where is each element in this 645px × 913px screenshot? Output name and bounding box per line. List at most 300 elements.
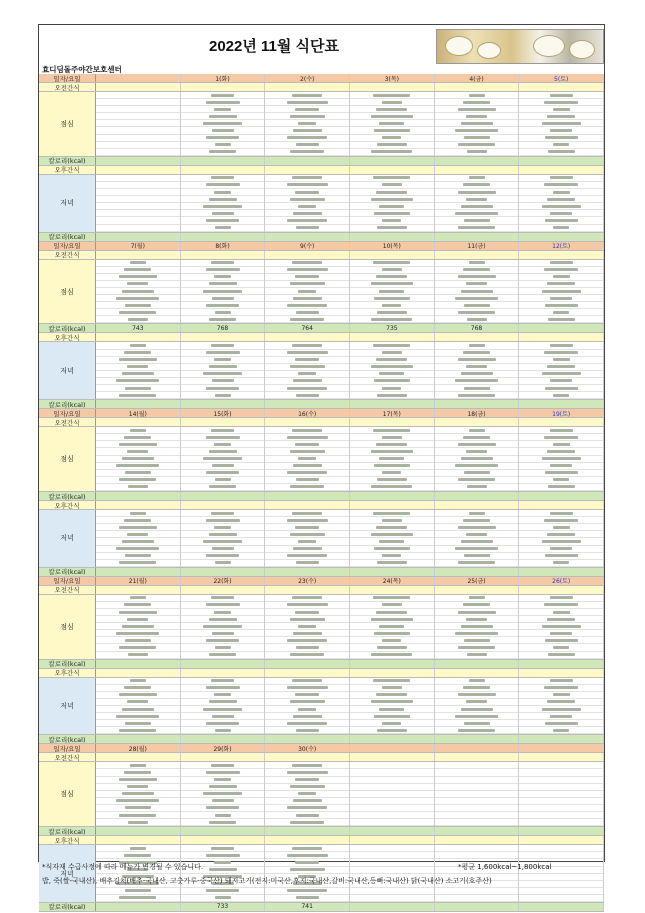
menu-line [96,350,180,357]
menu-line [265,852,349,859]
lunch-menu-cell [265,595,350,659]
menu-line [265,805,349,812]
snack-label: 오전간식 [39,83,96,91]
menu-line [350,777,434,784]
menu-line [96,203,180,210]
menu-line [519,427,603,434]
menu-line [181,602,265,609]
menu-line [96,274,180,281]
menu-line [350,609,434,616]
menu-line [265,510,349,517]
menu-line [519,798,603,805]
dinner-menu-cell [350,175,435,232]
cal-cell [350,157,435,165]
cal-cell [96,157,181,165]
cal-cell [181,157,266,165]
menu-line [519,135,603,142]
date-cell [350,744,435,752]
cal-cell [519,324,604,332]
origin-info: 밥, 죽(쌀-국내산), 배추김치(배추-국내산, 고춧가루-중국산) 돼지고기(전지:미국산,후지:국내산,갈비:국내산,등뼈:국내산) 닭(국내산) 소고기(호주산) [42,877,492,885]
menu-line [519,175,603,182]
menu-line [350,113,434,120]
menu-line [265,762,349,769]
menu-line [181,196,265,203]
menu-line [519,260,603,267]
snack-cell [435,836,520,844]
menu-line [435,720,519,727]
menu-line [519,113,603,120]
menu-line [96,456,180,463]
menu-line [519,602,603,609]
menu-line [265,92,349,99]
dinner-menu-cell [435,510,520,567]
menu-line [96,135,180,142]
cal-cell [265,492,350,500]
menu-line [519,546,603,553]
menu-line [96,106,180,113]
menu-line [181,364,265,371]
dinner-menu-cell [435,342,520,399]
menu-line [435,652,519,659]
menu-line [350,845,434,852]
menu-line [181,819,265,826]
dinner-menu-cell [265,678,350,735]
menu-line [519,560,603,567]
snack-label: 오전간식 [39,586,96,594]
cal-cell [350,400,435,408]
menu-line [181,784,265,791]
menu-line [96,342,180,349]
menu-line [181,845,265,852]
menu-line [519,644,603,651]
menu-line [519,484,603,491]
menu-line [96,378,180,385]
cal-cell [96,492,181,500]
menu-line [265,203,349,210]
menu-line [96,92,180,99]
date-cell: 12(토) [519,242,604,250]
snack-cell [96,753,181,761]
menu-line [181,727,265,734]
menu-line [181,762,265,769]
menu-line [181,217,265,224]
cal-cell [435,400,520,408]
menu-line [519,531,603,538]
menu-line [265,175,349,182]
cal-cell [96,568,181,576]
menu-line [350,888,434,895]
date-cell: 5(토) [519,74,604,82]
menu-line [96,713,180,720]
lunch-menu-cell [519,260,604,324]
cal-cell: 764 [265,324,350,332]
menu-line [519,524,603,531]
menu-line [519,510,603,517]
snack-cell [96,836,181,844]
cal-label: 칼로리(kcal) [39,903,96,911]
menu-line [96,720,180,727]
menu-line [181,609,265,616]
menu-line [350,295,434,302]
menu-line [435,623,519,630]
menu-line [519,553,603,560]
menu-line [350,316,434,323]
menu-line [350,99,434,106]
menu-line [435,392,519,399]
menu-line [435,302,519,309]
menu-line [435,524,519,531]
menu-line [519,302,603,309]
cal-label: 칼로리(kcal) [39,568,96,576]
lunch-menu-cell [265,427,350,491]
dinner-label: 저녁 [39,510,96,567]
date-cell: 15(화) [181,409,266,417]
snack-cell [265,418,350,426]
menu-line [96,609,180,616]
cal-cell [96,735,181,743]
menu-line [265,637,349,644]
menu-line [350,524,434,531]
menu-line [265,553,349,560]
menu-line [181,288,265,295]
menu-line [519,852,603,859]
menu-line [519,210,603,217]
menu-line [350,149,434,156]
menu-line [350,769,434,776]
snack-label: 오전간식 [39,753,96,761]
lunch-cells [96,260,604,324]
menu-line [435,805,519,812]
menu-line [350,805,434,812]
menu-line [350,812,434,819]
menu-line [435,769,519,776]
menu-line [350,225,434,232]
menu-line [435,553,519,560]
cal-cell [519,400,604,408]
menu-line [96,727,180,734]
menu-line [96,762,180,769]
menu-line [265,217,349,224]
menu-line [435,692,519,699]
menu-line [435,888,519,895]
menu-line [435,637,519,644]
dinner-menu-cell [96,510,181,567]
change-notice: *식자재 수급사정에 따라 메뉴가 변경될 수 있습니다. [42,863,204,871]
cal-cell [435,660,520,668]
menu-line [350,342,434,349]
menu-line [96,357,180,364]
menu-line [181,692,265,699]
lunch-label: 점심 [39,427,96,491]
menu-line [350,798,434,805]
snack-cell [435,333,520,341]
dinner-menu-cell [435,678,520,735]
menu-line [96,560,180,567]
dinner-menu-cell [181,175,266,232]
menu-line [519,470,603,477]
date-cell: 25(금) [435,577,520,585]
menu-line [350,189,434,196]
menu-line [435,92,519,99]
menu-line [435,819,519,826]
dinner-menu-cell [96,342,181,399]
menu-line [519,357,603,364]
snack-row [39,586,604,595]
menu-line [181,267,265,274]
menu-line [265,127,349,134]
menu-line [96,616,180,623]
cal-cell [265,735,350,743]
menu-line [350,553,434,560]
menu-line [181,706,265,713]
menu-line [96,484,180,491]
menu-line [96,888,180,895]
menu-line [181,630,265,637]
menu-line [350,637,434,644]
menu-line [181,371,265,378]
menu-line [96,553,180,560]
menu-line [265,142,349,149]
cal-row [39,827,604,836]
menu-line [96,217,180,224]
menu-line [350,720,434,727]
menu-line [181,678,265,685]
snack-cell [96,83,181,91]
menu-line [435,777,519,784]
menu-line [96,637,180,644]
menu-line [519,777,603,784]
menu-line [96,99,180,106]
menu-line [96,845,180,852]
dinner-block [39,678,604,736]
menu-line [265,791,349,798]
menu-line [96,692,180,699]
date-cell: 16(수) [265,409,350,417]
cal-cell [96,660,181,668]
dinner-menu-cell [96,175,181,232]
menu-line [181,713,265,720]
dinner-menu-cell [519,510,604,567]
menu-line [181,342,265,349]
menu-line [435,463,519,470]
menu-line [181,791,265,798]
menu-line [96,805,180,812]
lunch-menu-cell [350,260,435,324]
cal-cell [350,233,435,241]
menu-line [96,210,180,217]
menu-line [350,517,434,524]
lunch-menu-cell [435,260,520,324]
menu-line [519,630,603,637]
menu-line [181,769,265,776]
snack-label: 오후간식 [39,333,96,341]
lunch-menu-cell [435,427,520,491]
snack-cell [519,836,604,844]
snack-cell [181,669,266,677]
snack-cell [350,251,435,259]
menu-line [350,434,434,441]
menu-line [519,288,603,295]
menu-line [435,477,519,484]
menu-line [96,510,180,517]
menu-line [265,777,349,784]
menu-line [96,260,180,267]
menu-line [435,791,519,798]
cal-cell [519,735,604,743]
menu-line [519,517,603,524]
snack-cell [96,669,181,677]
menu-line [435,342,519,349]
snack-cell [181,418,266,426]
menu-line [96,652,180,659]
snack-cell [350,83,435,91]
date-cell: 7(월) [96,242,181,250]
date-cell: 26(토) [519,577,604,585]
menu-line [96,546,180,553]
menu-line [519,595,603,602]
cal-cell [519,827,604,835]
menu-line [519,713,603,720]
snack-cell [181,83,266,91]
menu-line [265,364,349,371]
menu-line [181,616,265,623]
menu-line [435,448,519,455]
cal-cell [519,233,604,241]
menu-line [181,274,265,281]
menu-line [96,852,180,859]
snack-cell [435,753,520,761]
cal-cell [519,903,604,911]
menu-line [96,385,180,392]
menu-line [350,727,434,734]
menu-line [350,546,434,553]
menu-line [519,392,603,399]
menu-line [435,217,519,224]
menu-line [96,120,180,127]
menu-line [350,385,434,392]
menu-line [435,135,519,142]
menu-line [350,477,434,484]
menu-line [96,371,180,378]
menu-line [519,623,603,630]
snack-cell [265,83,350,91]
dinner-cells [96,845,604,902]
menu-line [350,378,434,385]
cal-label: 칼로리(kcal) [39,492,96,500]
date-cell: 28(월) [96,744,181,752]
menu-line [350,484,434,491]
snack-cell [519,586,604,594]
menu-line [181,99,265,106]
menu-line [181,595,265,602]
snack-cell [435,251,520,259]
menu-line [519,895,603,902]
snack-cell [519,251,604,259]
cal-row [39,492,604,501]
menu-line [350,441,434,448]
menu-line [435,852,519,859]
menu-line [519,784,603,791]
menu-line [519,182,603,189]
menu-line [181,524,265,531]
menu-line [519,189,603,196]
menu-line [519,441,603,448]
cal-row [39,400,604,409]
menu-line [96,196,180,203]
dinner-cells [96,342,604,399]
menu-line [96,316,180,323]
menu-line [181,470,265,477]
menu-line [181,175,265,182]
snack-row [39,753,604,762]
menu-line [265,595,349,602]
lunch-menu-cell [181,427,266,491]
snack-cell [265,333,350,341]
cal-cell [435,157,520,165]
snack-row [39,501,604,510]
date-cell: 19(토) [519,409,604,417]
menu-line [181,777,265,784]
menu-line [435,434,519,441]
menu-line [265,182,349,189]
menu-line [350,260,434,267]
menu-line [350,127,434,134]
menu-line [96,302,180,309]
date-cell: 24(목) [350,577,435,585]
menu-line [96,531,180,538]
menu-line [181,309,265,316]
menu-line [435,127,519,134]
snack-cell [265,501,350,509]
menu-line [96,182,180,189]
dinner-menu-cell [519,845,604,902]
menu-line [435,484,519,491]
date-cell: 9(수) [265,242,350,250]
date-row [39,74,604,83]
menu-line [519,609,603,616]
snack-cell [435,418,520,426]
menu-line [435,210,519,217]
menu-line [265,477,349,484]
cal-cell [181,827,266,835]
menu-line [181,225,265,232]
menu-line [519,448,603,455]
menu-line [519,434,603,441]
menu-line [435,762,519,769]
menu-line [181,113,265,120]
menu-line [435,616,519,623]
lunch-menu-cell [435,92,520,156]
menu-line [265,274,349,281]
dinner-label: 저녁 [39,678,96,735]
snack-cell [435,83,520,91]
lunch-menu-cell [519,595,604,659]
snack-cell [519,166,604,174]
date-cell: 23(수) [265,577,350,585]
menu-line [181,434,265,441]
menu-line [435,225,519,232]
menu-line [350,357,434,364]
menu-line [350,630,434,637]
cal-cell: 743 [96,324,181,332]
menu-line [435,371,519,378]
menu-line [350,531,434,538]
menu-line [519,371,603,378]
menu-grid [39,74,604,912]
menu-line [350,706,434,713]
snack-label: 오후간식 [39,501,96,509]
menu-line [265,859,349,866]
